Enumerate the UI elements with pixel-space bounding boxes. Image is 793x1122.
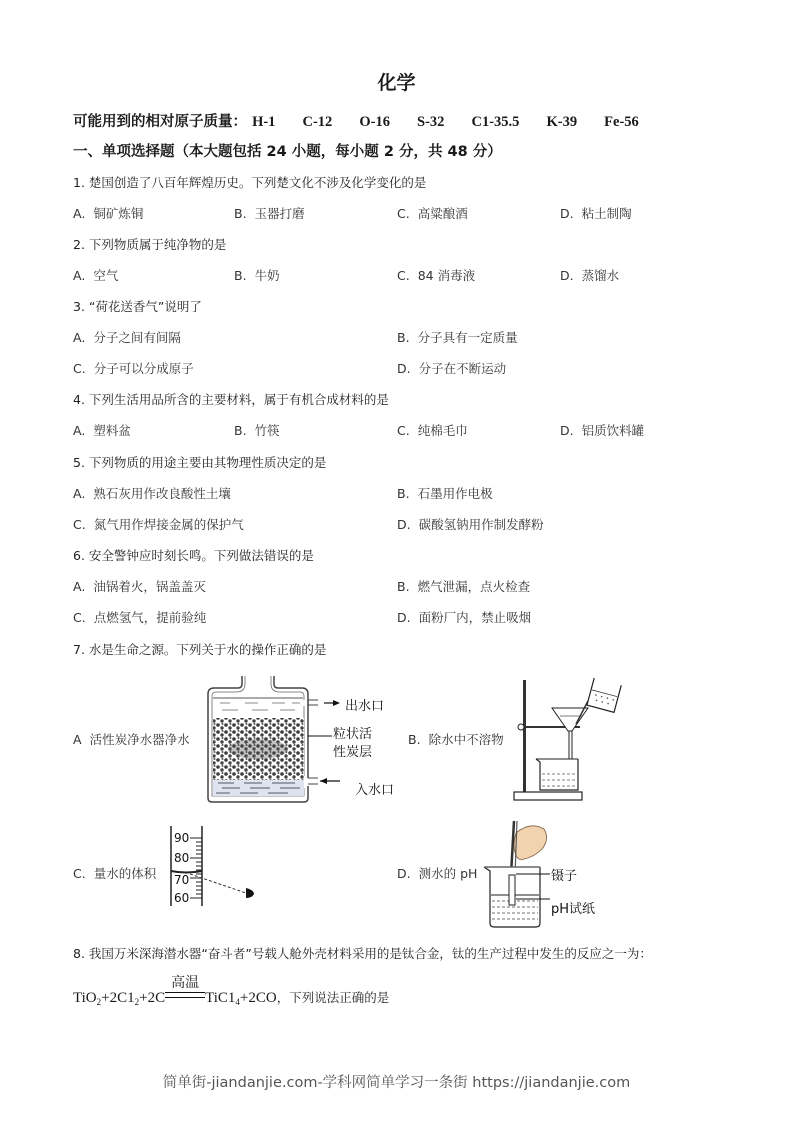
scale-60: 60 (174, 891, 190, 905)
option-a: A. 塑料盆 (73, 423, 131, 438)
question-stem: 7. 水是生命之源。下列关于水的操作正确的是 (73, 642, 327, 657)
element-mass: C-12 (302, 114, 333, 130)
element-mass: S-32 (417, 114, 445, 130)
element-mass: C1-35.5 (471, 114, 520, 130)
option-b: B. 牛奶 (234, 268, 280, 283)
option-b: B. 石墨用作电极 (397, 486, 493, 501)
option-b: B. 除水中不溶物 (408, 732, 504, 747)
option-c: C. 量水的体积 (73, 866, 157, 881)
element-mass: K-39 (546, 114, 578, 130)
option-c: C. 纯棉毛巾 (397, 423, 468, 438)
element-mass: Fe-56 (604, 114, 639, 130)
reaction-condition: 高温 (165, 990, 205, 1007)
question-stem: 3. “荷花送香气”说明了 (73, 299, 202, 314)
footer-watermark: 简单街-jiandanjie.com-学科网简单学习一条街 https://jiandanjie.com (162, 1075, 631, 1091)
option-d: D. 面粉厂内，禁止吸烟 (397, 610, 532, 625)
option-c: C. 高粱酿酒 (397, 206, 468, 221)
inlet-label: 入水口 (355, 783, 395, 798)
carbon-layer-label: 粒状活 (333, 727, 373, 742)
ph-test-diagram (480, 815, 550, 930)
section-heading: 一、单项选择题（本大题包括 24 小题，每小题 2 分，共 48 分） (73, 144, 502, 160)
option-a: A. 分子之间有间隔 (73, 330, 181, 345)
element-mass: O-16 (359, 114, 390, 130)
option-d: D. 碳酸氢钠用作制发酵粉 (397, 517, 544, 532)
scale-80: 80 (174, 851, 190, 865)
chemical-equation: $TiO_2+2C1_2+2C$ 高温 $TiC1_4+2CO$，下列说法正确的是 (73, 976, 390, 1007)
scale-90: 90 (174, 831, 190, 845)
question-stem: 4. 下列生活用品所含的主要材料，属于有机合成材料的是 (73, 392, 389, 407)
option-d: D. 测水的 pH (397, 866, 478, 881)
option-b: B. 玉器打磨 (234, 206, 305, 221)
scale-70: 70 (174, 873, 190, 887)
question-stem: 6. 安全警钟应时刻长鸣。下列做法错误的是 (73, 548, 314, 563)
ph-paper-label: pH试纸 (551, 902, 596, 917)
option-d: D. 粘土制陶 (560, 206, 632, 221)
option-b: B. 竹筷 (234, 423, 280, 438)
atomic-mass-label: 可能用到的相对原子质量： (73, 114, 247, 130)
element-mass: H-1 (252, 114, 276, 130)
option-a: A. 空气 (73, 268, 119, 283)
carbon-layer-label: 性炭层 (333, 745, 373, 760)
option-a: A. 铜矿炼铜 (73, 206, 144, 221)
option-c: C. 84 消毒液 (397, 268, 476, 283)
option-c: C. 点燃氢气，提前验纯 (73, 610, 207, 625)
option-d: D. 分子在不断运动 (397, 361, 507, 376)
question-stem: 8. 我国万米深海潜水器“奋斗者”号载人舱外壳材料采用的是钛合金，钛的生产过程中发生的反应之一为： (73, 946, 652, 961)
option-d: D. 蒸馏水 (560, 268, 620, 283)
outlet-label: 出水口 (345, 699, 385, 714)
atomic-mass-line (73, 110, 661, 131)
filtration-apparatus-diagram (512, 676, 624, 804)
carbon-filter-diagram (200, 674, 340, 806)
page-title: 化学 (377, 72, 416, 94)
option-b: B. 燃气泄漏，点火检查 (397, 579, 531, 594)
option-d: D. 铝质饮料罐 (560, 423, 645, 438)
tweezers-label: 镊子 (551, 869, 578, 884)
option-a: A 活性炭净水器净水 (73, 732, 190, 747)
option-b: B. 分子具有一定质量 (397, 330, 518, 345)
option-a: A. 油锅着火，锅盖盖灭 (73, 579, 206, 594)
question-stem: 2. 下列物质属于纯净物的是 (73, 237, 227, 252)
option-a: A. 熟石灰用作改良酸性土壤 (73, 486, 231, 501)
question-stem: 5. 下列物质的用途主要由其物理性质决定的是 (73, 455, 327, 470)
option-c: C. 分子可以分成原子 (73, 361, 194, 376)
question-stem: 1. 楚国创造了八百年辉煌历史。下列楚文化不涉及化学变化的是 (73, 175, 427, 190)
option-c: C. 氮气用作焊接金属的保护气 (73, 517, 244, 532)
